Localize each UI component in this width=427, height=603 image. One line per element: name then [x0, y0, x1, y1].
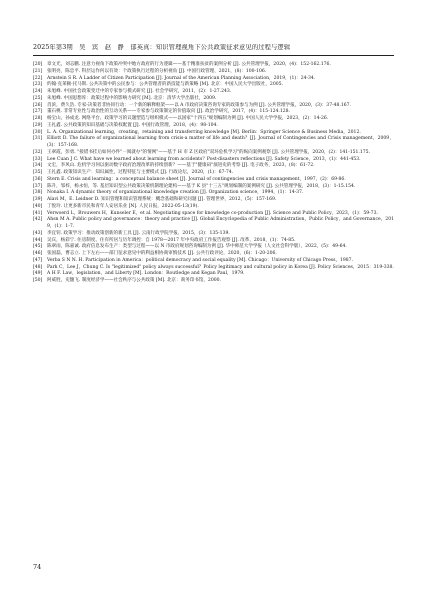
- reference-item: [33, 278, 394, 285]
- reference-text: 陈升，邹梓，杨永恒，等. 基层知识型公共政策决策机制理论建构——基于 K 县"十三五"规划编制的案例研究 [J]. 公共管理学报，2018，(3)：1-15.154.: [47, 183, 356, 189]
- reference-text: L. A. Organizational learning，creating，retaining and transferring knowledge [M]. Berlin：Springer Science & Business Media，2012.: [47, 129, 361, 135]
- reference-number: [30]: [33, 129, 43, 135]
- reference-item: [33, 136, 394, 150]
- reference-text: Alavi M，E. Leidner D. 知识管理和知识管理系统：概念基础和研究问题 [J]. 管理世界，2012，(5)：157-169.: [47, 197, 277, 202]
- reference-number: [38]: [33, 190, 43, 196]
- reference-number: [25]: [33, 95, 43, 101]
- reference-number: [20]: [33, 62, 43, 67]
- reference-text: 张国磊，曹志立. 上下左右——部门征求意见中的利益相协商审慎技术 [J]. 公共行政评论，2020，(6)：1-20-206.: [47, 251, 277, 256]
- page-number: 74: [33, 563, 42, 571]
- reference-item: [33, 251, 394, 258]
- reference-item: [33, 177, 394, 184]
- reference-text: 阿威胜，史馥飞. 制度经济学——社会秩序与公共政策 [M]. 北京：商务印书馆，2000.: [47, 278, 221, 283]
- reference-text: 陈翠雨，陈嘉诚. 政府信息发布生产：类型与过程——以 N 市政府规划咨询编制为例 [J]. 华中师范大学学报（人文社会科学版），2022，(5)：49-64.: [47, 244, 347, 250]
- reference-text: 王礼鑫. 政策知识生产：知识属性，过程特征与主要模式 [J]. 行政论坛，2020，(1)：67-74.: [47, 170, 234, 175]
- reference-number: [39]: [33, 197, 43, 202]
- reference-item: [33, 271, 394, 278]
- reference-text: Elliott D. The failure of organizational learning from crisis-a matter of life and death？[J]. Journal of Contingencies and Crisis management，2009，(3)：157-168.: [47, 136, 394, 148]
- reference-number: [45]: [33, 244, 43, 250]
- reference-number: [22]: [33, 75, 43, 81]
- reference-item: [33, 62, 394, 69]
- reference-number: [31]: [33, 136, 43, 142]
- reference-text: Lee Cuan J C. What have we learned about learning from accidents？Post-disasters reflections [J]. Safety Science，2013，(1)：441-453.: [47, 156, 361, 162]
- reference-text: 约翰·克莱顿·托马斯. 公共决策中的公民参与：公共管理者的新技能与新策略 [M]. 北京：中国人民大学出版社，2005.: [47, 82, 283, 88]
- reference-text: Arnstein S R. A Ladder of Citizen Participation [J]. Journal of the American Planning Association，2019，(1)：24-34.: [47, 75, 316, 81]
- reference-number: [41]: [33, 210, 43, 216]
- header-rule: [33, 55, 394, 56]
- reference-text: 杨宝山，孙成龙. 网络平台、政策学习的议题塑造与组织模式——以国家"十四五"规划编制为例 [J]. 中国人民大学学报，2023，(2)：14-26.: [47, 116, 329, 121]
- reference-number: [27]: [33, 109, 43, 115]
- reference-text: 朱旭峰. 中国思想库：政策过程中的影响力研究 [M]. 北京：清华大学出版社，2009.: [47, 95, 217, 101]
- reference-number: [49]: [33, 271, 43, 277]
- reference-item: [33, 116, 394, 123]
- reference-number: [35]: [33, 170, 43, 175]
- reference-number: [50]: [33, 278, 43, 283]
- reference-number: [37]: [33, 183, 43, 189]
- reference-number: [26]: [33, 102, 43, 108]
- reference-text: 董石桃. 非常专业性与政治性的互动关系——专家参与政策制定的价值取向 [J]. 政治学研究，2017，(4)：115-124.128.: [47, 109, 290, 115]
- reference-text: 吴宾，杨彩宁. 住房制度、住有所居与历年调控：自 1978—2017 年中央政府工作报告观察 [J]. 改革，2018，(1)：74-85.: [47, 237, 296, 243]
- reference-item: [33, 150, 394, 157]
- reference-number: [34]: [33, 163, 43, 169]
- reference-item: [33, 197, 394, 204]
- reference-text: Park C，Lee J，Chung C. Is "legitimized" policy always successful？Policy legitimacy and cultural policy in Korea [J]. Policy Sciences，2015：319-338.: [47, 264, 394, 270]
- reference-text: 丁悦玲. 让更多新市民和青年人安居乐业 [N]. 人民日报，2022-05-13(19).: [47, 203, 199, 209]
- reference-list: [33, 62, 394, 285]
- reference-item: [33, 163, 394, 170]
- reference-item: [33, 96, 394, 103]
- reference-item: [33, 82, 394, 89]
- reference-item: [33, 109, 394, 116]
- reference-number: [29]: [33, 122, 43, 128]
- reference-text: 王礼鑫. 公共政策的知识基础与决策权配置 [J]. 中国行政管理，2018，(4)：98-104.: [47, 122, 218, 128]
- reference-text: 王翠霞，彭勇. "接错书挂后如何办件"一阅就办"的情网"——基于 H 市 Z 区政府"双环危机学习"的纵向案例观察 [J]. 公共管理学报，2020，(2)：141-151.175.: [47, 149, 370, 155]
- reference-item: [33, 217, 394, 231]
- reference-number: [32]: [33, 149, 43, 155]
- reference-number: [42]: [33, 217, 43, 223]
- reference-item: [33, 190, 394, 197]
- reference-text: 李宜钊. 政策学习：推动政策创新的新工具 [J]. 云南行政学院学报，2015，(3)：135-139.: [47, 230, 230, 236]
- reference-item: [33, 204, 394, 211]
- reference-text: 肖滨，费久浩. 专家-决策者非协同行动：一个新的解释框架——以 A 市政府决策咨询专家的政策参与为例 [J]. 公共管理学报，2020，(3)：37-48.167.: [47, 102, 351, 108]
- reference-number: [33]: [33, 156, 43, 162]
- reference-text: A H F. Law，legislation，and Liberty [M]. London：Routledge and Kegan Paul，1979.: [47, 271, 245, 277]
- reference-item: [33, 244, 394, 251]
- reference-number: [44]: [33, 237, 43, 243]
- reference-item: [33, 231, 394, 238]
- reference-item: [33, 123, 394, 130]
- reference-number: [28]: [33, 116, 43, 121]
- reference-number: [23]: [33, 82, 43, 88]
- reference-number: [21]: [33, 68, 43, 74]
- reference-text: 朱旭峰. 中国社会政策变迁中的专家参与模式研究 [J]. 社会学研究，2011，(2)：1-27.243.: [47, 89, 232, 94]
- reference-text: Verba S N N. H. Participation in America：political democracy and social equality [M]. Chicago：University of Chicago Press，1987.: [47, 257, 354, 263]
- reference-text: Nonaka I. A dynamic theory of organizational knowledge creation [J]. Organization science，1994，(1)：14-37.: [47, 190, 304, 196]
- reference-item: [33, 170, 394, 177]
- reference-text: Verwoerd L，Brouwers H，Kunseler E，et al. Negotiating space for knowledge co-production [J]. Science and Public Policy，2023，(1)：59-73.: [47, 210, 378, 216]
- reference-item: [33, 69, 394, 76]
- reference-number: [24]: [33, 89, 43, 94]
- running-head: 2025年第3期 吴 宾 赵 静 郁英真：知识管理视角下公共政策征求意见的过程与逻辑: [33, 44, 291, 51]
- reference-text: 章文光，刘志鹏. 注意力视角下政策冲突中地方政府的行为逻辑——基于精准扶贫的案例分析 [J]. 公共管理学报，2020，(4)：152-162.176.: [47, 62, 331, 67]
- reference-item: [33, 258, 394, 265]
- reference-number: [40]: [33, 203, 43, 209]
- reference-number: [46]: [33, 251, 43, 256]
- reference-text: Stern E. Crisis and learning：a conceptual balance sheet [J]. Journal of contingencies and crisis management，1997，(2)：69-86.: [47, 176, 346, 182]
- reference-number: [36]: [33, 176, 43, 182]
- reference-text: 文宏，李风山. 危机学习何以驱动数字政府治理改革的持续创新？——基于"健康码"演进史的考察 [J]. 电子政务，2023，(8)：61-72.: [47, 163, 315, 169]
- reference-number: [47]: [33, 257, 43, 263]
- reference-number: [48]: [33, 264, 43, 270]
- reference-text: 张明亮，陈忠平. 科层运作何以有效：个政策执行过程的分析视角 [J]. 中国行政管理，2021，(8)：100-106.: [47, 68, 267, 74]
- reference-number: [43]: [33, 230, 43, 236]
- reference-text: Ahsn M A. Public policy and governance：theory and practice [J]. Global Encyclopedia of Public Administration，Public Policy，and Governance，2019，(1)：1-7.: [47, 217, 394, 229]
- reference-item: [33, 89, 394, 96]
